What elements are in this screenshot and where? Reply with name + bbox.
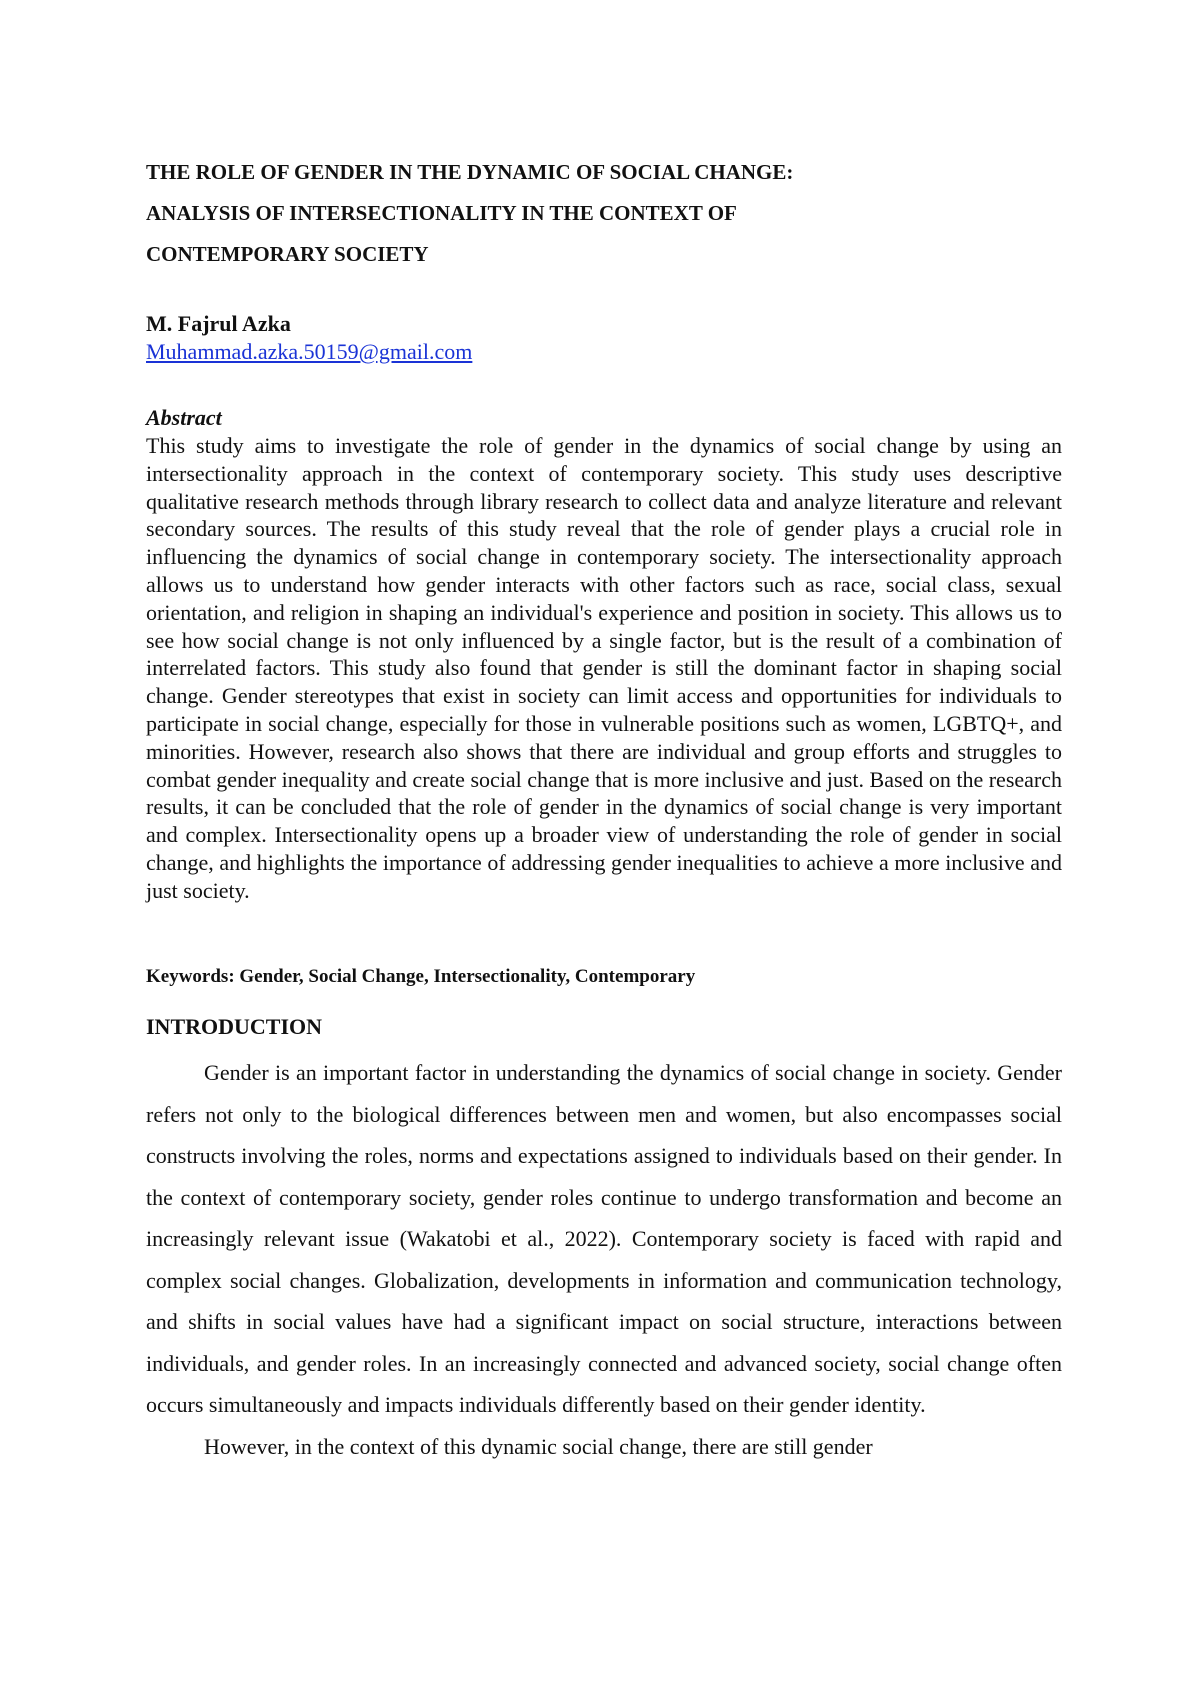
introduction-heading: INTRODUCTION: [146, 1014, 323, 1039]
title-line-2: ANALYSIS OF INTERSECTIONALITY IN THE CONTEXT OF: [146, 201, 737, 225]
keywords: Keywords: Gender, Social Change, Intersectionality, Contemporary: [146, 966, 696, 987]
title-line-3: CONTEMPORARY SOCIETY: [146, 242, 429, 266]
author-email-link[interactable]: Muhammad.azka.50159@gmail.com: [146, 339, 473, 364]
introduction-paragraph-1: Gender is an important factor in understanding the dynamics of social change in society. Gender refers not only to the biological differences between men and women, but also encompasses social constructs involving the roles, norms and expectations assigned to individuals based on their gender. In the context of contemporary society, gender roles continue to undergo transformation and become an increasingly relevant issue (Wakatobi et al., 2022). Contemporary society is faced with rapid and complex social changes. Globalization, developments in information and communication technology, and shifts in social values have had a significant impact on social structure, interactions between individuals, and gender roles. In an increasingly connected and advanced society, social change often occurs simultaneously and impacts individuals differently based on their gender identity.: [146, 1060, 1062, 1417]
introduction-body: [146, 1052, 1062, 1467]
introduction-paragraph-2: However, in the context of this dynamic social change, there are still gender: [204, 1433, 873, 1459]
abstract-text: This study aims to investigate the role of gender in the dynamics of social change by using an intersectionality approach in the context of contemporary society. This study uses descriptive qualitative research methods through library research to collect data and analyze literature and relevant secondary sources. The results of this study reveal that the role of gender plays a crucial role in influencing the dynamics of social change in contemporary society. The intersectionality approach allows us to understand how gender interacts with other factors such as race, social class, sexual orientation, and religion in shaping an individual's experience and position in society. This allows us to see how social change is not only influenced by a single factor, but is the result of a combination of interrelated factors. This study also found that gender is still the dominant factor in shaping social change. Gender stereotypes that exist in society can limit access and opportunities for individuals to participate in social change, especially for those in vulnerable positions such as women, LGBTQ+, and minorities. However, research also shows that there are individual and group efforts and struggles to combat gender inequality and create social change that is more inclusive and just. Based on the research results, it can be concluded that the role of gender in the dynamics of social change is very important and complex. Intersectionality opens up a broader view of understanding the role of gender in social change, and highlights the importance of addressing gender inequalities to achieve a more inclusive and just society.: [146, 433, 1062, 903]
paper-title: [146, 152, 1062, 275]
abstract-heading: Abstract: [146, 405, 222, 430]
title-line-1: THE ROLE OF GENDER IN THE DYNAMIC OF SOCIAL CHANGE:: [146, 160, 794, 184]
author-name: M. Fajrul Azka: [146, 311, 291, 336]
